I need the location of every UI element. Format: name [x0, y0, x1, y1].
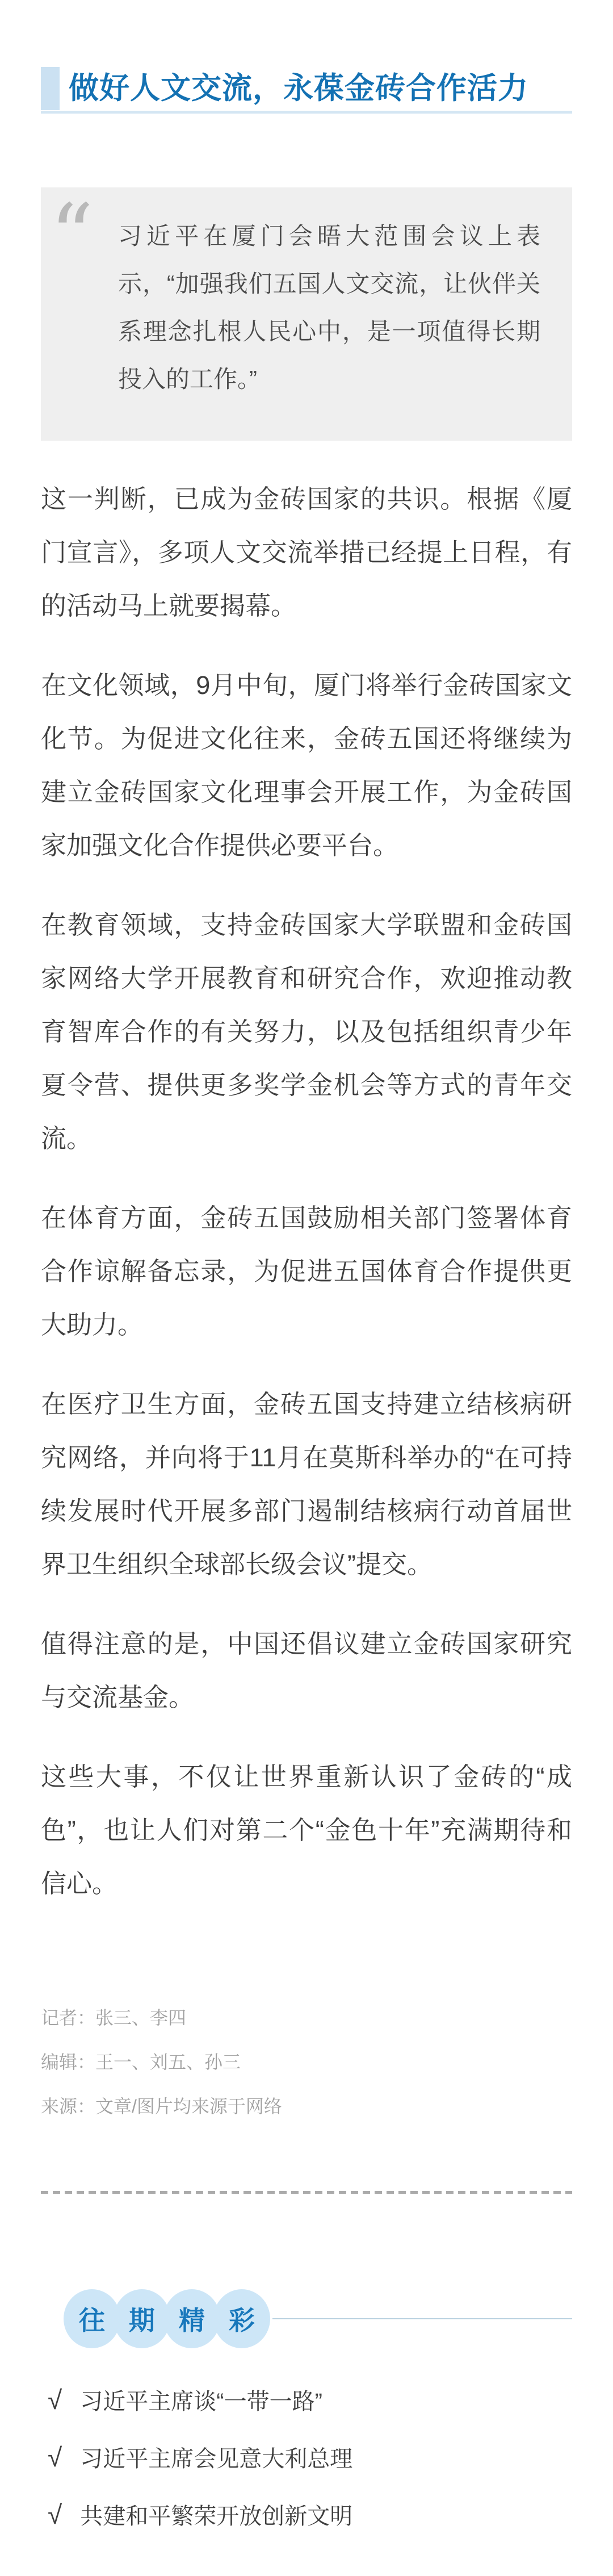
past-highlights	[0, 2289, 613, 2531]
highlight-title-bubble: 期	[114, 2289, 170, 2348]
open-quote-icon: “	[50, 186, 94, 285]
paragraph: 在教育领域，支持金砖国家大学联盟和金砖国家网络大学开展教育和研究合作，欢迎推动教育智库合作的有关努力，以及包括组织青少年夏令营、提供更多奖学金机会等方式的青年交流。	[41, 910, 572, 1153]
paragraph: 这一判断，已成为金砖国家的共识。根据《厦门宣言》，多项人文交流举措已经提上日程，有的活动马上就要揭幕。	[41, 484, 572, 620]
past-article-link[interactable]	[48, 2441, 572, 2473]
title-accent-bar	[41, 67, 60, 110]
check-icon: √	[48, 2442, 62, 2472]
past-article-title: 共建和平繁荣开放创新文明	[80, 2504, 353, 2529]
dashed-divider	[41, 2191, 572, 2194]
past-article-title: 习近平主席谈“一带一路”	[80, 2389, 322, 2414]
title-underline	[41, 111, 572, 114]
past-article-link[interactable]	[48, 2383, 572, 2416]
highlight-title-bubble: 精	[163, 2289, 220, 2348]
check-icon: √	[48, 2499, 62, 2529]
paragraph: 这些大事，不仅让世界重新认识了金砖的“成色”，也让人们对第二个“金色十年”充满期待和信心。	[41, 1762, 572, 1898]
paragraph: 在文化领域，9月中旬，厦门将举行金砖国家文化节。为促进文化往来，金砖五国还将继续为建立金砖国家文化理事会开展工作，为金砖国家加强文化合作提供必要平台。	[41, 671, 572, 860]
highlight-title-bubble: 彩	[213, 2289, 270, 2348]
article-title: 做好人文交流，永葆金砖合作活力	[69, 72, 528, 105]
quote-block	[41, 187, 572, 441]
credit-source: 来源：文章/图片均来源于网络	[41, 2096, 282, 2117]
title-row	[41, 67, 572, 110]
credit-editor: 编辑：王一、刘五、孙三	[41, 2052, 241, 2072]
paragraph: 在体育方面，金砖五国鼓励相关部门签署体育合作谅解备忘录，为促进五国体育合作提供更大助力。	[41, 1203, 572, 1339]
past-article-list	[0, 2383, 613, 2531]
article-header	[41, 0, 572, 114]
past-article-title: 习近平主席会见意大利总理	[80, 2447, 353, 2472]
credits	[41, 1996, 572, 2128]
paragraph: 在医疗卫生方面，金砖五国支持建立结核病研究网络，并向将于11月在莫斯科举办的“在可持续发展时代开展多部门遏制结核病行动首届世界卫生组织全球部长级会议”提交。	[41, 1390, 572, 1579]
paragraph: 值得注意的是，中国还倡议建立金砖国家研究与交流基金。	[41, 1629, 572, 1712]
highlight-header-line	[272, 2318, 572, 2319]
quote-text: 习近平在厦门会晤大范围会议上表示，“加强我们五国人文交流，让伙伴关系理念扎根人民心中，是一项值得长期投入的工作。”	[118, 223, 540, 392]
credit-reporter: 记者：张三、李四	[41, 2008, 187, 2028]
check-icon: √	[48, 2385, 62, 2415]
article-body	[41, 472, 572, 1910]
past-highlights-header	[0, 2289, 613, 2348]
past-article-link[interactable]	[48, 2498, 572, 2531]
highlight-title-bubble: 往	[64, 2289, 120, 2348]
